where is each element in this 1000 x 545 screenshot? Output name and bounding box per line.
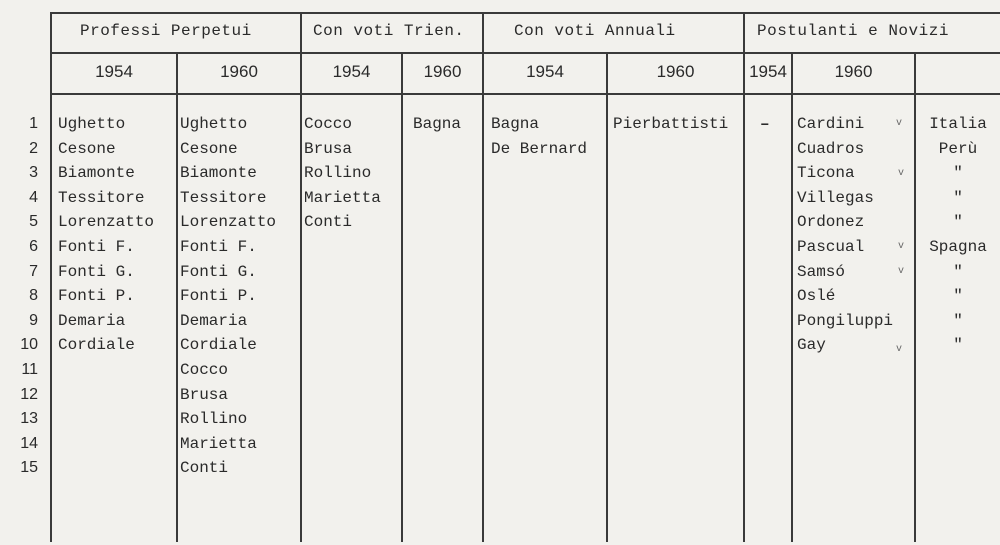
cell-entry: Spagna	[929, 237, 987, 256]
year-vt-1954: 1954	[332, 62, 371, 81]
cell-entry: Villegas	[797, 188, 874, 207]
cell-entry: Pongiluppi	[797, 311, 894, 330]
cell-entry: Fonti P.	[58, 287, 135, 306]
header-voti-trien: Con voti Trien.	[313, 22, 465, 40]
cell-entry: Fonti G.	[180, 262, 257, 281]
header-voti-annuali: Con voti Annuali	[514, 22, 676, 40]
year-po-1954: 1954	[749, 62, 787, 81]
cell-entry: Cuadros	[797, 139, 865, 158]
row-number: 8	[29, 287, 38, 305]
cell-entry: Biamonte	[58, 164, 135, 183]
row-number: 14	[20, 434, 38, 452]
cell-entry: Tessitore	[58, 188, 145, 207]
cell-entry: Pierbattisti	[613, 115, 729, 133]
cell-entry: "	[953, 213, 963, 232]
row-number: 11	[21, 360, 38, 378]
cell-entry: Ughetto	[58, 115, 126, 133]
cell-entry: Italia	[929, 115, 987, 133]
cell-entry: Pascual	[797, 237, 865, 256]
cell-entry: Cesone	[180, 139, 238, 158]
col-divider	[791, 52, 793, 542]
cell-entry: "	[953, 336, 963, 355]
cell-entry: Fonti P.	[180, 287, 257, 306]
year-rule	[50, 93, 1000, 95]
col-divider	[176, 52, 178, 542]
year-pp-1954: 1954	[95, 62, 133, 81]
cell-entry: Cocco	[180, 360, 229, 379]
header-professi-perpetui: Professi Perpetui	[80, 22, 252, 40]
year-va-1960: 1960	[656, 62, 695, 81]
cell-entry: Fonti G.	[58, 262, 135, 281]
cell-entry: Rollino	[180, 410, 248, 429]
col-divider	[401, 52, 403, 542]
column-country	[918, 112, 998, 358]
column-pp-1960	[180, 112, 276, 481]
cell-entry: Demaria	[58, 311, 126, 330]
header-postulanti: Postulanti e Novizi	[757, 22, 949, 40]
year-pp-1960: 1960	[220, 62, 258, 81]
col-divider	[50, 12, 52, 542]
check-mark: v	[898, 266, 905, 277]
row-number: 4	[29, 188, 38, 206]
cell-entry: "	[953, 188, 963, 207]
row-number: 9	[29, 311, 38, 329]
cell-entry: Lorenzatto	[180, 213, 277, 232]
cell-entry: Cesone	[58, 139, 116, 158]
column-vt-1960	[413, 112, 461, 137]
row-number: 2	[29, 139, 38, 157]
col-divider	[482, 12, 484, 542]
cell-entry: Fonti F.	[180, 237, 257, 256]
row-number: 12	[20, 385, 38, 403]
cell-entry: Fonti F.	[58, 237, 135, 256]
year-po-1960: 1960	[834, 62, 873, 81]
column-va-1954	[491, 112, 587, 161]
cell-entry: Bagna	[413, 115, 462, 133]
cell-entry: "	[953, 262, 963, 281]
cell-entry: Rollino	[304, 164, 372, 183]
cell-entry: Conti	[304, 213, 353, 232]
cell-entry: Cardini	[797, 115, 865, 133]
cell-entry: "	[953, 287, 963, 306]
column-po-1960	[797, 112, 893, 358]
cell-entry: Cocco	[304, 115, 353, 133]
cell-entry: Marietta	[304, 188, 381, 207]
cell-entry: Demaria	[180, 311, 248, 330]
column-va-1960	[613, 112, 728, 137]
row-number-column	[0, 112, 38, 481]
cell-entry: Conti	[180, 459, 229, 478]
check-mark: v	[898, 241, 905, 252]
column-pp-1954	[58, 112, 154, 358]
cell-entry: Bagna	[491, 115, 540, 133]
header-rule	[50, 52, 1000, 54]
column-po-1954	[760, 112, 770, 137]
row-number: 3	[29, 164, 38, 182]
check-mark: v	[896, 344, 903, 355]
row-number: 6	[29, 237, 38, 255]
cell-entry: Lorenzatto	[58, 213, 155, 232]
cell-entry: Perù	[938, 139, 978, 158]
cell-entry: "	[953, 164, 963, 183]
row-number: 1	[29, 115, 38, 132]
cell-entry: Samsó	[797, 262, 846, 281]
cell-entry: Brusa	[180, 385, 229, 404]
row-number: 15	[20, 459, 38, 477]
row-number: 13	[20, 410, 38, 428]
col-divider	[300, 12, 302, 542]
cell-entry: Ticona	[797, 164, 855, 183]
year-vt-1960: 1960	[423, 62, 462, 81]
row-number: 10	[20, 336, 38, 354]
cell-entry: –	[760, 115, 770, 133]
cell-entry: Tessitore	[180, 188, 267, 207]
check-mark: v	[896, 118, 903, 129]
row-number: 5	[29, 213, 38, 231]
cell-entry: Marietta	[180, 434, 257, 453]
cell-entry: Brusa	[304, 139, 353, 158]
cell-entry: Ughetto	[180, 115, 248, 133]
cell-entry: "	[953, 311, 963, 330]
cell-entry: Biamonte	[180, 164, 257, 183]
column-vt-1954	[304, 112, 381, 235]
cell-entry: De Bernard	[491, 139, 588, 158]
check-mark: v	[898, 168, 905, 179]
year-va-1954: 1954	[526, 62, 564, 81]
cell-entry: Cordiale	[180, 336, 257, 355]
top-rule	[50, 12, 1000, 14]
cell-entry: Ordonez	[797, 213, 865, 232]
cell-entry: Oslé	[797, 287, 836, 306]
row-number: 7	[29, 262, 38, 280]
cell-entry: Cordiale	[58, 336, 135, 355]
col-divider	[606, 52, 608, 542]
col-divider	[743, 12, 745, 542]
cell-entry: Gay	[797, 336, 826, 355]
col-divider	[914, 52, 916, 542]
